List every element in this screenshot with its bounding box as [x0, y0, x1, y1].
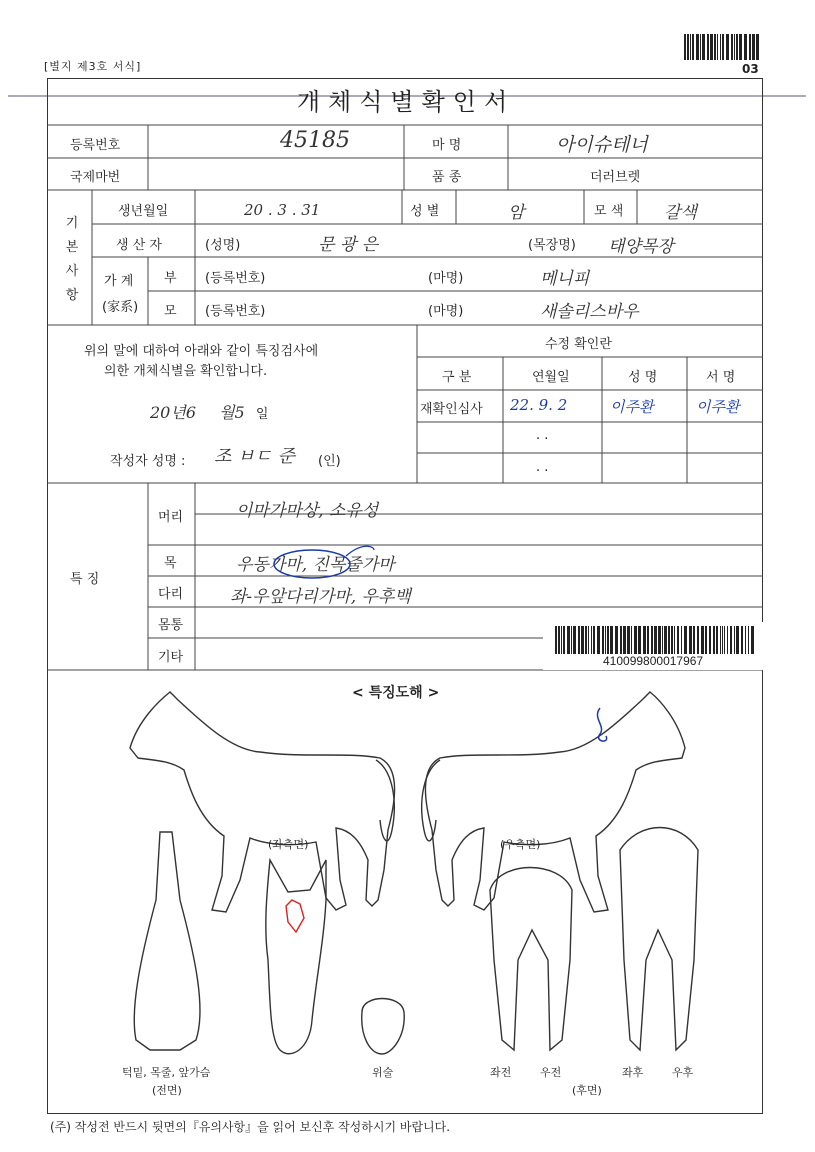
hind-left-caption: 좌후: [622, 1066, 644, 1079]
sire-reg-label: (등록번호): [205, 271, 266, 286]
rev-header-date: 연월일: [532, 370, 570, 385]
color-label: 모 색: [594, 204, 624, 219]
revision-title: 수정 확인란: [545, 337, 612, 352]
reg-no-label: 등록번호: [70, 138, 121, 153]
dam-reg-label: (등록번호): [205, 304, 266, 319]
horse-name-label: 마 명: [432, 138, 462, 153]
barcode-number: 410099800017967: [603, 654, 704, 668]
feature-neck-value: 우동가마, 진목줄가마: [236, 555, 395, 575]
horse-name-value: 아이슈테너: [556, 134, 648, 156]
feature-leg-label: 다리: [158, 587, 184, 602]
reg-no-value: 45185: [280, 128, 350, 153]
rear-group-caption: (후면): [572, 1084, 602, 1097]
confirm-date: 20년6 월5 일: [150, 403, 269, 422]
rev-row1-type: 재확인심사: [420, 402, 483, 417]
rev-row3-date: . .: [536, 460, 549, 475]
producer-name-label: (성명): [205, 238, 241, 253]
rev-header-name: 성 명: [628, 370, 658, 385]
family-label: 가 계: [104, 274, 134, 289]
dam-label: 모: [164, 304, 177, 319]
birth-value: 20 . 3 . 31: [244, 201, 321, 219]
family-hanja: (家系): [102, 300, 139, 315]
color-value: 갈색: [664, 203, 697, 223]
right-side-caption: (우측면): [500, 838, 541, 851]
producer-label: 생 산 자: [116, 238, 162, 253]
feature-head-value: 이마가마상, 소유성: [236, 501, 379, 521]
middle-barcode: [543, 622, 763, 670]
producer-name-value: 문 광 은: [318, 235, 379, 255]
muzzle-caption: 위술: [372, 1066, 394, 1079]
birth-label: 생년월일: [118, 204, 169, 219]
page-number: 03: [742, 62, 759, 76]
statement-line1: 위의 말에 대하여 아래와 같이 특징검사에: [84, 344, 319, 359]
rev-header-type: 구 분: [442, 370, 472, 385]
breed-label: 품 종: [432, 170, 462, 185]
intl-no-label: 국제마번: [70, 170, 121, 185]
dam-name-label: (마명): [428, 304, 464, 319]
top-barcode: [684, 34, 760, 60]
diagram-title: < 특징도해 >: [352, 685, 440, 701]
form-title: 개체식별확인서: [296, 88, 516, 116]
sire-name-value: 메니피: [540, 269, 590, 289]
writer-value: 조 ㅂㄷ 준: [214, 446, 295, 467]
dam-name-value: 새솔리스바우: [540, 302, 639, 322]
hind-right-caption: 우후: [672, 1066, 694, 1079]
rev-header-sign: 서 명: [706, 370, 736, 385]
farm-label: (목장명): [528, 238, 576, 253]
neck-annotation-circle: [270, 536, 380, 584]
front-group-caption: (전면): [152, 1084, 182, 1097]
features-section-label: 특 징: [70, 572, 100, 587]
feature-other-label: 기타: [158, 650, 184, 665]
seal-label: (인): [318, 454, 341, 469]
breed-value: 더러브렛: [590, 170, 641, 185]
form-code: [별지 제3호 서식]: [44, 60, 142, 73]
feature-head-label: 머리: [158, 510, 184, 525]
footer-note: (주) 작성전 반드시 뒷면의『유의사항』을 읽어 보신후 작성하시기 바랍니다.: [50, 1120, 451, 1134]
front-left-caption: 좌전: [490, 1066, 512, 1079]
feature-leg-value: 좌-우앞다리가마, 우후백: [230, 587, 411, 607]
rev-row2-date: . .: [536, 428, 549, 443]
basic-section-label: 기 본 사 항: [65, 216, 79, 303]
sex-value: 암: [508, 203, 525, 223]
rev-row1-sign: 이주환: [696, 398, 740, 416]
farm-value: 태양목장: [608, 237, 674, 257]
writer-label: 작성자 성명 :: [110, 454, 186, 469]
front-right-caption: 우전: [540, 1066, 562, 1079]
sex-label: 성 별: [410, 204, 440, 219]
rev-row1-name: 이주환: [610, 398, 654, 416]
front-caption: 턱밑, 목줄, 앞가슴: [122, 1066, 211, 1079]
statement-line2: 의한 개체식별을 확인합니다.: [104, 364, 268, 379]
feature-body-label: 몸통: [158, 618, 184, 633]
sire-name-label: (마명): [428, 271, 464, 286]
left-side-caption: (좌측면): [268, 838, 309, 851]
feature-neck-label: 목: [164, 556, 177, 571]
sire-label: 부: [164, 271, 177, 286]
rev-row1-date: 22. 9. 2: [510, 396, 568, 414]
